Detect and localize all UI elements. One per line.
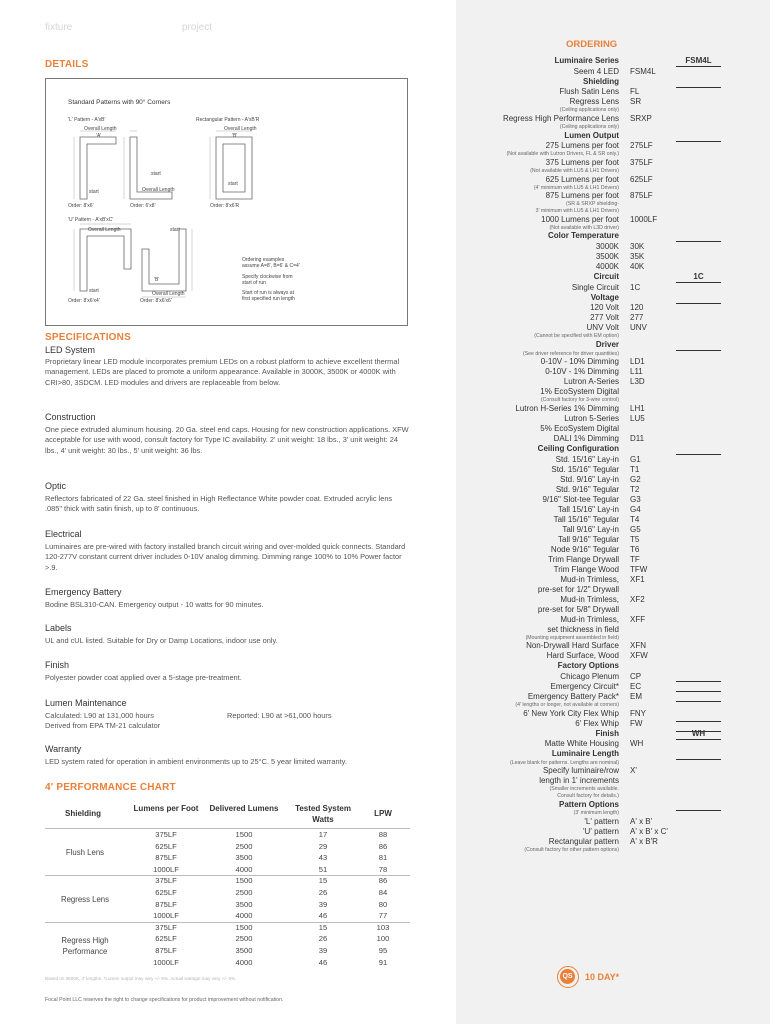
ordering-option-label: 3500K [595,252,619,261]
table-cell: 625LF [155,934,177,944]
ordering-option-label: Specify luminaire/row [542,766,619,776]
table-cell: 77 [378,911,388,921]
ordering-option-label: 'U' pattern [583,827,619,837]
ordering-option-label: 875 Lumens per foot [545,191,619,201]
overall-length-4: Overall Length [88,227,121,233]
table-cell: 625LF [155,888,177,897]
circuit-field-value: 1C [693,272,704,281]
ordering-option-code: SR [630,97,642,107]
ordering-section-heading: Luminaire Length [551,749,619,759]
ordering-option-code: EM [630,691,642,701]
ordering-option-label: (Mounting equipment assembled in field) [525,634,619,641]
ordering-option-label: Lutron A-Series [563,377,619,387]
ordering-option-label: 0-10V - 10% Dimming [540,357,619,367]
table-cell: 81 [378,853,388,863]
ordering-option-code: XFN [630,641,646,651]
table-cell: 1500 [235,876,253,886]
led-heading: LED System [45,345,96,355]
lumen-reported: Reported: L90 at >61,000 hours [227,711,332,720]
ordering-option-label: Regress High Performance Lens [502,113,619,123]
series-field-value: FSM4L [685,56,712,65]
factory-option-field-2[interactable] [676,691,721,692]
table-cell: 100 [376,934,390,944]
ordering-option-label: Non-Drywall Hard Surface [526,641,619,651]
overall-length-3: Overall Length [142,187,175,193]
ordering-option-label: 1% EcoSystem Digital [540,387,619,397]
ordering-option-code: 277 [630,313,644,323]
ordering-option-label: Seem 4 LED [573,66,619,76]
ordering-option-label: 3' minimum with LU5 & LH1 Drivers) [535,208,619,214]
table-cell: 4000 [235,911,253,921]
table-cell: 875LF [155,853,177,863]
diagram-note-2: Specify clockwise from start of run [242,274,293,286]
ordering-section-heading: Factory Options [557,661,619,671]
project-label: project [182,22,213,33]
ordering-option-label: pre-set for 5/8" Drywall [537,604,619,614]
quickship-text: 10 DAY* [585,972,620,982]
footer-disclaimer: Focal Point LLC reserves the right to change specifications for product improvement without notification. [45,997,284,1003]
table-cell: 15 [318,876,328,886]
construction-heading: Construction [45,412,96,422]
ordering-option-label: Rectangular pattern [548,837,619,847]
start-label-2: start [89,189,99,195]
ordering-option-code: A' x B' x C' [630,827,668,837]
table-cell: 625LF [155,841,177,851]
ordering-option-label: Emergency Circuit* [550,681,619,691]
order-rect: Order: 8'x6'R [210,203,240,209]
electrical-text: Luminaires are pre-wired with factory installed branch circuit wiring and over-molded quick connects. Standard 120-277V constant current driver includes 0-10V analog dimming. Dimming range 100% to 10% Power factor >.9. [45,542,406,572]
finish-field-value: WH [691,728,706,738]
quickship-icon: QS [560,969,575,984]
ordering-option-label: (Not available with Lutron Drivers, FL & SR only.) [506,151,619,158]
perf-header: Shielding [65,809,101,818]
ordering-option-code: LU5 [630,413,645,423]
table-cell: 51 [318,864,328,874]
table-cell: 103 [376,922,390,932]
table-cell: 26 [318,934,328,944]
table-cell: 375LF [155,876,177,886]
ordering-option-label: (Cannot be specified with EM option) [534,333,619,340]
ordering-option-code: G1 [630,454,641,464]
ordering-option-label: Lutron 5-Series [564,413,619,423]
dim-b-2: 'B' [154,277,160,283]
ordering-option-code: D11 [630,433,645,443]
ordering-option-code: T5 [630,534,640,544]
start-label-3: start [228,181,238,187]
ordering-option-label: Single Circuit [571,282,619,292]
ordering-option-label: 6' New York City Flex Whip [523,708,619,718]
optic-text: Reflectors fabricated of 22 Ga. steel finished in High Reflectance White powder coat. Extruded acrylic lens .085" thick with satin finish, up to 8' continuous. [45,494,393,514]
quickship-badge [557,966,579,988]
ordering-option-code: T2 [630,484,640,494]
ordering-option-label: Mud-in Trimless, [560,614,619,624]
start-label-1: start [151,171,161,177]
ordering-option-label: 120 Volt [590,303,619,313]
ordering-option-label: (Ceiling applications only) [559,107,619,114]
ordering-option-code: FSM4L [630,66,656,76]
ordering-section-heading: Voltage [590,292,619,302]
shielding-group-label: Regress High Performance [61,936,109,956]
table-cell: 875LF [155,899,177,909]
ordering-title: ORDERING [566,39,618,50]
ordering-option-label: length in 1' increments [539,776,619,786]
start-label-5: start [89,288,99,294]
ordering-option-code: TF [630,554,640,564]
shielding-group-label: Flush Lens [65,848,105,858]
ordering-option-label: Regress Lens [569,97,619,107]
construction-text: One piece extruded aluminum housing. 20 Ga. steel end caps. Housing for new construction applications. XFW acceptable for use with wood, consult factory for Type IC availability. 2' unit weight: 18 lbs., 3' unit weight: 24 lbs., 4' unit weight: 30 lbs., 5' unit weight: 36 lbs. [45,425,409,455]
table-cell: 80 [378,899,388,909]
order-u-1: Order: 8'x6'x4' [68,298,100,304]
ordering-option-code: TFW [630,564,648,574]
overall-length-1: Overall Length [84,126,117,132]
table-cell: 375LF [155,830,177,839]
lumen-derived: Derived from EPA TM-21 calculator [45,721,161,730]
ordering-option-label: DALI 1% Dimming [553,433,619,443]
diagram-note-1: Ordering examples assume A=8', B=6' & C=4' [242,257,300,269]
ordering-option-label: Trim Flange Drywall [548,554,619,564]
ceiling-configuration-field[interactable] [676,454,721,455]
ordering-option-label: Std. 9/16" Lay-in [560,474,619,484]
ordering-option-label: 0-10V - 1% Dimming [545,367,619,377]
ordering-option-code: 40K [630,262,645,271]
ordering-option-label: pre-set for 1/2" Drywall [537,584,619,594]
ordering-section-heading: Ceiling Configuration [537,443,619,453]
ordering-option-label: Matte White Housing [544,739,619,749]
table-cell: 86 [378,841,388,851]
ordering-option-code: LH1 [630,403,645,413]
diagram-title: Standard Patterns with 90° Corners [68,99,171,106]
ordering-option-code: FW [630,718,643,728]
ordering-option-label: 3000K [595,242,619,251]
finish-text: Polyester powder coat applied over a 5-stage pre-treatment. [45,673,242,682]
perf-header: LPW [374,809,392,818]
ordering-option-code: G2 [630,474,641,484]
overall-length-2: Overall Length [224,126,257,132]
table-cell: 84 [378,888,388,897]
ordering-option-label: (Smaller increments available. [549,786,619,793]
ordering-option-label: Tall 9/16" Lay-in [562,524,619,534]
ordering-option-label: Mud-in Trimless, [560,594,619,604]
finish-heading: Finish [45,660,70,670]
ordering-option-code: SRXP [630,113,652,123]
ordering-option-code: FL [630,87,640,97]
table-divider [45,828,410,829]
ordering-option-code: 120 [630,303,644,313]
lumen-output-field[interactable] [676,141,721,142]
voltage-field[interactable] [676,303,721,304]
dim-a-1: 'A' [96,133,102,139]
order-l-1: Order: 8'x6' [68,203,94,209]
circuit-field[interactable] [676,282,721,283]
ordering-option-label: (Consult factory for other pattern options) [524,847,619,854]
color-temperature-field[interactable] [676,241,721,242]
labels-text: UL and cUL listed. Suitable for Dry or Damp Locations, indoor use only. [45,636,278,645]
ordering-option-code: 275LF [630,141,653,151]
ordering-option-code: T4 [630,514,640,524]
table-cell: 2500 [235,934,253,944]
warranty-text: LED system rated for operation in ambient environments up to 25°C. 5 year limited warranty. [45,757,347,766]
ordering-option-code: 625LF [630,174,653,184]
ordering-option-label: Tall 15/16" Tegular [553,514,619,524]
ordering-option-label: 4000K [595,262,619,271]
ordering-option-label: (Consult factory for 3-wire control) [540,397,619,404]
table-cell: 1000LF [153,911,179,921]
ordering-section-heading: Lumen Output [564,130,619,140]
ordering-option-code: A' x B'R [630,837,658,847]
ordering-option-label: (Not available with LU5 & LH1 Drivers) [530,167,619,174]
ordering-option-label: 'L' pattern [584,817,619,827]
driver-field[interactable] [676,350,721,351]
ordering-option-code: 30K [630,242,645,251]
ordering-option-label: 9/16" Slot-tee Tegular [542,494,619,504]
table-cell: 95 [378,946,388,955]
ordering-option-label: Hard Surface, Wood [546,651,619,661]
perf-title: 4' PERFORMANCE CHART [45,782,176,793]
overall-length-5: Overall Length [152,291,185,297]
table-cell: 43 [318,853,328,863]
ordering-option-label: Lutron H-Series 1% Dimming [515,403,619,413]
factory-option-field-3[interactable] [676,701,721,702]
ordering-option-label: 277 Volt [590,313,619,323]
table-cell: 46 [318,957,328,967]
table-cell: 4000 [235,957,253,967]
perf-header: Tested System Watts [295,804,351,824]
ordering-option-code: 1C [630,282,641,292]
pattern-field[interactable] [676,810,721,811]
table-cell: 4000 [235,864,253,874]
ordering-option-code: G5 [630,524,641,534]
lumen-heading: Lumen Maintenance [45,698,127,708]
ordering-option-label: Node 9/16" Tegular [550,544,619,554]
rect-pattern-label: Rectangular Pattern - A'xB'R [196,117,260,123]
ordering-option-label: (4' minimum with LU5 & LH1 Drivers) [533,184,619,191]
ordering-option-label: (Ceiling applications only) [559,123,619,130]
ordering-option-code: XF1 [630,574,645,584]
table-cell: 17 [318,830,328,839]
length-field[interactable] [676,759,721,760]
ordering-option-code: XF2 [630,594,645,604]
ordering-option-code: LD1 [630,357,645,367]
ordering-option-code: 1000LF [630,214,658,224]
ordering-option-code: WH [630,739,644,749]
ordering-option-code: XFF [630,614,646,624]
lumen-calculated: Calculated: L90 at 131,000 hours [45,711,154,720]
ordering-option-label: 6' Flex Whip [575,718,619,728]
table-cell: 1500 [235,830,253,839]
ordering-option-label: (Not available with L3D driver) [549,224,619,231]
ordering-option-label: (Leave blank for patterns. Lengths are nominal) [509,759,619,766]
table-cell: 2500 [235,888,253,897]
ordering-option-code: 35K [630,252,645,261]
ordering-option-label: 1000 Lumens per foot [541,214,619,224]
electrical-heading: Electrical [45,529,82,539]
ordering-option-code: X' [630,766,637,776]
ordering-option-label: Emergency Battery Pack* [527,691,619,701]
fixture-label: fixture [45,22,73,33]
optic-heading: Optic [45,481,67,491]
finish-field[interactable] [676,739,721,740]
labels-heading: Labels [45,623,72,633]
ordering-option-label: Trim Flange Wood [553,564,619,574]
table-cell: 91 [378,957,388,967]
specs-title: SPECIFICATIONS [45,332,131,343]
u-pattern-label: 'U' Pattern - A'xB'xC' [68,217,114,223]
ordering-section-heading: Color Temperature [548,231,619,241]
factory-option-field-4[interactable] [676,721,721,722]
ordering-option-label: 625 Lumens per foot [545,174,619,184]
table-cell: 15 [318,922,328,932]
perf-header: Lumens per Foot [133,804,199,813]
ordering-option-code: G3 [630,494,641,504]
ordering-option-code: L3D [630,377,645,387]
ordering-option-label: (SR & SRXP shielding- [566,201,619,208]
table-cell: 39 [318,899,328,909]
order-l-2: Order: 6'x8' [130,203,156,209]
emergency-text: Bodine BSL310-CAN. Emergency output - 10 watts for 90 minutes. [45,600,264,609]
table-cell: 3500 [235,853,253,863]
ordering-option-code: CP [630,671,642,681]
table-cell: 39 [318,946,328,955]
ordering-option-code: T6 [630,544,640,554]
ordering-option-label: 275 Lumens per foot [545,141,619,151]
ordering-option-label: Tall 9/16" Tegular [558,534,619,544]
perf-footnote: Based on 3500K, 4' lengths. *Lumen output may vary +/- 5%. Actual wattage may vary +/- 5%. [45,976,237,981]
ordering-option-label: Std. 15/16" Lay-in [555,454,619,464]
table-cell: 1500 [235,922,253,932]
shielding-field[interactable] [676,87,721,88]
ordering-option-label: 375 Lumens per foot [545,157,619,167]
ordering-option-code: T1 [630,464,640,474]
ordering-option-label: Tall 15/16" Lay-in [557,504,619,514]
warranty-heading: Warranty [45,744,82,754]
table-cell: 3500 [235,946,253,955]
ordering-option-code: XFW [630,651,648,661]
table-cell: 375LF [155,922,177,932]
shielding-group-label: Regress Lens [60,894,110,904]
dim-b-1: 'B' [232,133,238,139]
ordering-section-heading: Shielding [583,76,619,86]
start-label-4: start [170,227,180,233]
ordering-option-label: Std. 9/16" Tegular [555,484,619,494]
table-cell: 2500 [235,841,253,851]
factory-option-field-1[interactable] [676,681,721,682]
table-cell: 88 [378,830,388,839]
ordering-section-heading: Finish [595,728,619,738]
ordering-option-code: EC [630,681,642,691]
table-cell: 29 [318,841,328,851]
ordering-option-label: (See driver reference for driver quantities) [522,350,619,357]
ordering-option-code: G4 [630,504,641,514]
ordering-option-label: (3' minimum length) [573,810,619,817]
ordering-option-code: 375LF [630,157,653,167]
table-cell: 1000LF [153,957,179,967]
details-title: DETAILS [45,59,89,70]
table-cell: 86 [378,876,388,886]
led-text: Proprietary linear LED module incorporates premium LEDs on a robust platform to achieve excellent thermal management. LEDs are placed to promote a uniform appearance. Available in 3000K, 3500K or 4000K with CRI>80, 3SDCM. LED modules and drivers are replaceable from below. [45,357,400,387]
ordering-option-code: 875LF [630,191,653,201]
ordering-option-label: set thickness in field [547,624,619,634]
table-cell: 3500 [235,899,253,909]
l-pattern-label: 'L' Pattern - A'xB' [68,117,106,123]
table-cell: 46 [318,911,328,921]
ordering-option-label: 5% EcoSystem Digital [540,423,619,433]
ordering-option-label: Std. 15/16" Tegular [551,464,619,474]
ordering-section-heading: Driver [595,339,619,349]
perf-header: Delivered Lumens [209,804,279,813]
table-cell: 875LF [155,946,177,955]
emergency-heading: Emergency Battery [45,587,122,597]
ordering-option-code: A' x B' [630,817,653,827]
ordering-option-label: (4' lengths or longer, not available at corners) [515,701,619,708]
ordering-option-code: L11 [630,367,643,377]
table-cell: 1000LF [153,864,179,874]
ordering-option-code: UNV [630,323,647,333]
ordering-option-label: Mud-in Trimless, [560,574,619,584]
ordering-section-heading: Luminaire Series [554,56,619,65]
ordering-option-label: UNV Volt [586,323,619,333]
diagram-note-3: Start of run is always at first specified run length [242,290,295,302]
ordering-option-label: Chicago Plenum [560,671,619,681]
table-cell: 78 [378,864,388,874]
series-field[interactable] [676,66,721,67]
ordering-option-code: FNY [630,708,646,718]
table-cell: 26 [318,888,328,897]
patterns-diagram [45,78,408,326]
ordering-section-heading: Pattern Options [558,799,619,809]
ordering-section-heading: Circuit [593,272,619,281]
order-u-2: Order: 8'x6'x6' [140,298,172,304]
ordering-option-label: Consult factory for details.) [557,793,619,800]
ordering-option-label: Flush Satin Lens [559,87,619,97]
